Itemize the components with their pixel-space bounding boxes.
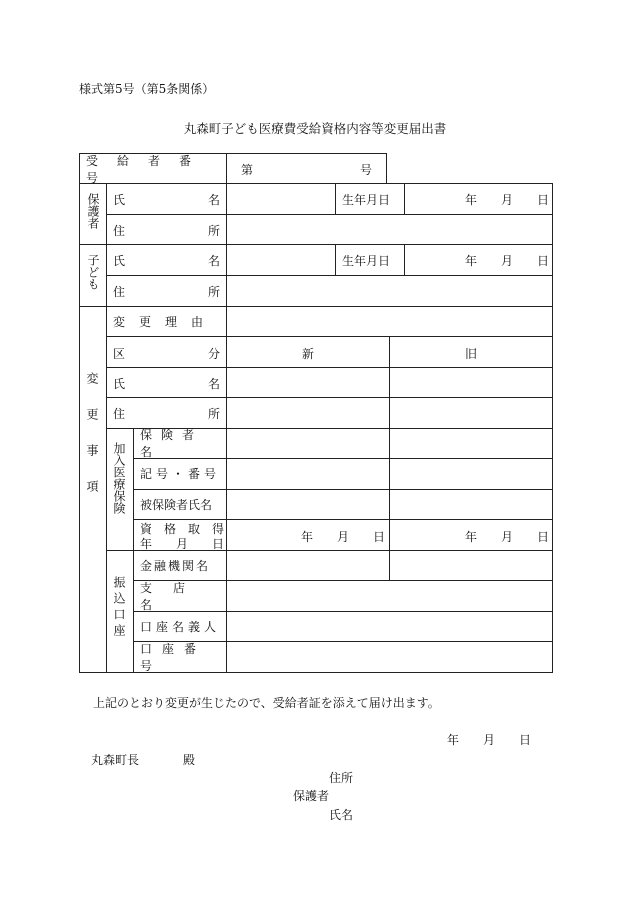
acquired-date-old[interactable]: 年 月 日 bbox=[465, 530, 550, 544]
form-number: 様式第5号（第5条関係） bbox=[79, 82, 215, 96]
change-group-label: 変 更 事 項 bbox=[85, 372, 99, 492]
change-address-label-1: 住 bbox=[113, 407, 126, 421]
recipient-number-field[interactable] bbox=[236, 153, 376, 184]
change-name-old-field[interactable] bbox=[391, 368, 550, 397]
guardian-address-field[interactable] bbox=[228, 215, 550, 244]
acquired-label-bottom: 年 月 日 bbox=[140, 537, 231, 551]
insurance-group-label: 加入医療保険 bbox=[112, 442, 126, 514]
guardian-address-label-1: 住 bbox=[113, 224, 126, 238]
child-birth-date[interactable]: 年 月 日 bbox=[465, 254, 550, 268]
child-address-label-2: 所 bbox=[208, 285, 221, 299]
holder-field[interactable] bbox=[228, 612, 550, 641]
division-label-2: 分 bbox=[208, 347, 221, 361]
guardian-group-label: 保護者 bbox=[86, 193, 100, 229]
change-reason-field[interactable] bbox=[228, 307, 550, 336]
child-name-label-2: 名 bbox=[208, 254, 221, 268]
statement-text: 上記のとおり変更が生じたので、受給者証を添えて届け出ます。 bbox=[93, 696, 440, 710]
change-address-old-field[interactable] bbox=[391, 398, 550, 427]
addressee: 丸森町長 bbox=[91, 753, 140, 767]
guardian-birth-date[interactable]: 年 月 日 bbox=[465, 193, 550, 207]
change-name-label-2: 名 bbox=[208, 377, 221, 391]
new-column-label: 新 bbox=[302, 347, 315, 361]
guardian-birth-label: 生年月日 bbox=[342, 193, 391, 207]
honorific: 殿 bbox=[183, 753, 196, 767]
child-address-label-1: 住 bbox=[113, 285, 126, 299]
account-number-label: 口座番号 bbox=[140, 641, 207, 673]
acquired-date-new[interactable]: 年 月 日 bbox=[301, 530, 386, 544]
guardian-name-field[interactable] bbox=[228, 184, 334, 214]
child-address-field[interactable] bbox=[228, 276, 550, 305]
holder-label: 口座名義人 bbox=[140, 619, 221, 634]
symbol-number-label: 記号・番号 bbox=[140, 467, 221, 481]
bank-label: 金融機関名 bbox=[140, 558, 211, 573]
account-group-label: 振込口座 bbox=[112, 576, 126, 640]
division-label-1: 区 bbox=[113, 347, 126, 361]
acquired-label-top: 資格取得 bbox=[140, 522, 237, 536]
form-title: 丸森町子ども医療費受給資格内容等変更届出書 bbox=[183, 121, 447, 136]
guardian-address-label-2: 所 bbox=[208, 224, 221, 238]
insurer-label: 保険者名 bbox=[140, 428, 204, 459]
child-name-label-1: 氏 bbox=[113, 254, 126, 268]
change-address-new-field[interactable] bbox=[228, 398, 388, 427]
branch-label: 支店名 bbox=[140, 580, 207, 612]
old-column-label: 旧 bbox=[465, 347, 478, 361]
child-name-field[interactable] bbox=[228, 245, 334, 275]
applicant-address-label: 住所 bbox=[329, 771, 354, 785]
child-group-label: 子ども bbox=[86, 254, 100, 290]
recipient-number-label: 受給者番号 bbox=[86, 153, 211, 185]
child-birth-label: 生年月日 bbox=[342, 254, 391, 268]
recipient-number-suffix: 号 bbox=[360, 163, 373, 177]
bank-new-field[interactable] bbox=[228, 551, 388, 580]
change-name-label-1: 氏 bbox=[113, 377, 126, 391]
branch-field[interactable] bbox=[228, 581, 550, 610]
guardian-name-label-1: 氏 bbox=[113, 193, 126, 207]
recipient-number-prefix: 第 bbox=[241, 163, 254, 177]
change-name-new-field[interactable] bbox=[228, 368, 388, 397]
submission-date[interactable]: 年 月 日 bbox=[447, 733, 532, 747]
change-reason-label: 変更理由 bbox=[113, 314, 218, 329]
applicant-name-label: 氏名 bbox=[329, 808, 354, 822]
insured-name-label: 被保険者氏名 bbox=[140, 497, 213, 512]
guardian-name-label-2: 名 bbox=[208, 193, 221, 207]
applicant-role-label: 保護者 bbox=[293, 789, 330, 803]
account-number-field[interactable] bbox=[228, 642, 550, 671]
change-address-label-2: 所 bbox=[208, 407, 221, 421]
